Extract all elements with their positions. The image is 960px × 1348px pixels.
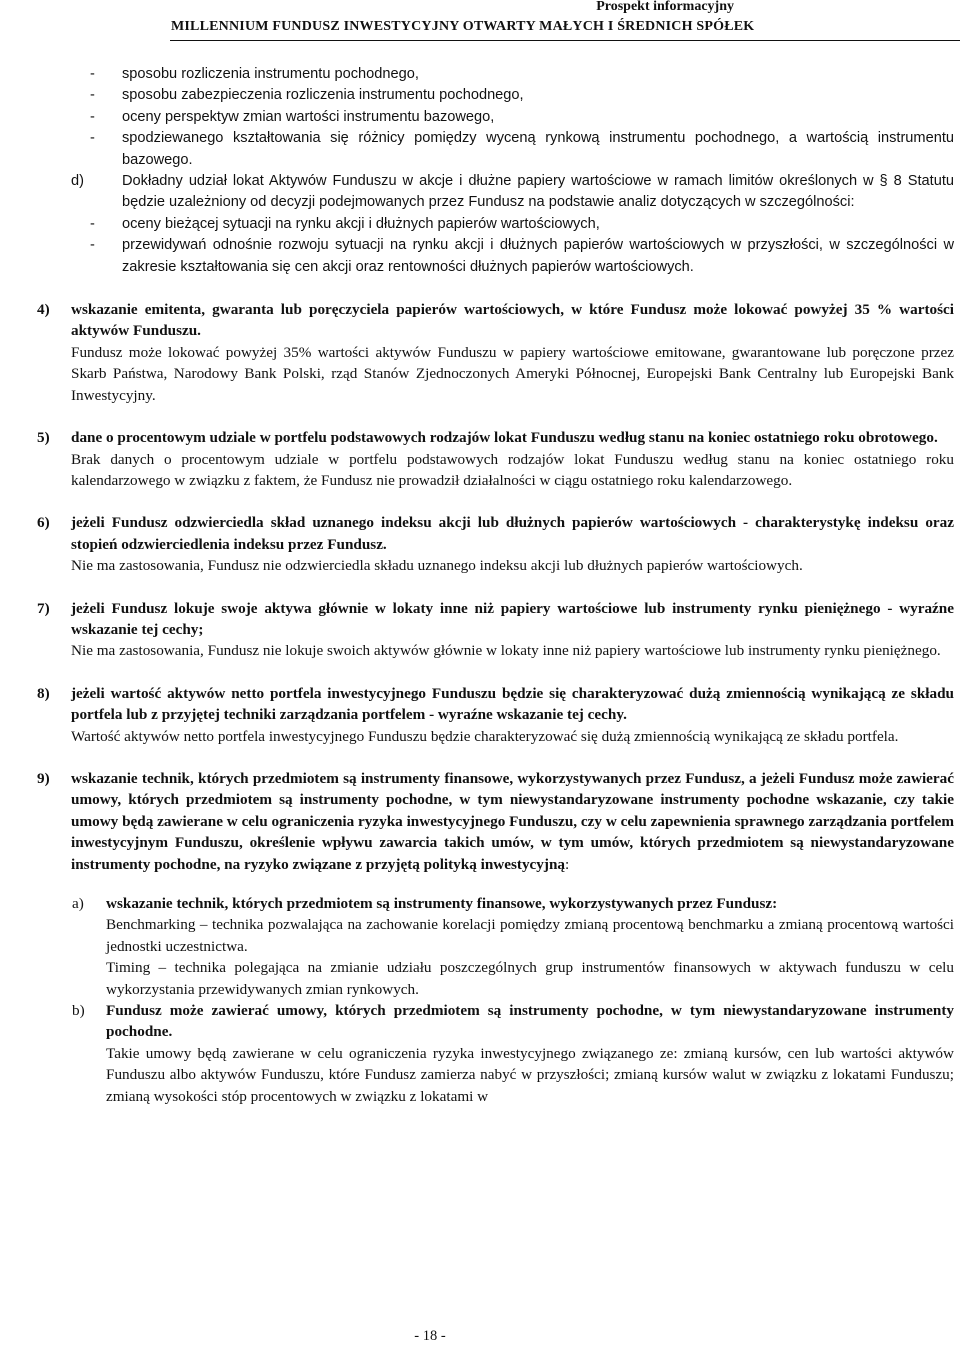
section-title: jeżeli Fundusz odzwierciedla skład uznanego indeksu akcji lub dłużnych papierów wartościowych - charakterystykę indeksu oraz stopień odzwierciedlenia indeksu przez Fundusz. <box>71 514 954 553</box>
list-item: - oceny bieżącej sytuacji na rynku akcji i dłużnych papierów wartościowych, <box>90 215 600 232</box>
item-d-marker: d) <box>71 173 84 190</box>
header-doc-type: Prospekt informacyjny <box>596 0 734 14</box>
page-number: - 18 - <box>414 1328 446 1344</box>
list-item: - sposobu rozliczenia instrumentu pochodnego, <box>90 66 419 82</box>
section-4 <box>37 299 954 406</box>
section-title: wskazanie emitenta, gwaranta lub poręczyciela papierów wartościowych, w które Fundusz może lokować powyżej 35 % wartości aktywów Funduszu. <box>71 301 954 340</box>
list-item: - przewidywań odnośnie rozwoju sytuacji na rynku akcji i dłużnych papierów wartościowych w przyszłości, w szczególności w zakresie kształtowania się cen akcji oraz rentowności dłużnych papierów wartościowych. <box>90 237 954 275</box>
section-6 <box>37 512 954 576</box>
section-number: 8) <box>37 684 50 702</box>
section-title: dane o procentowym udziale w portfelu podstawowych rodzajów lokat Funduszu według stanu na koniec ostatniego roku obrotowego. <box>71 429 938 447</box>
subsection-a-title: a) wskazanie technik, których przedmiotem są instrumenty finansowe, wykorzystywanych przez Fundusz: <box>72 895 778 912</box>
item-d <box>37 171 954 214</box>
section-5 <box>37 427 954 491</box>
page-header <box>0 0 960 42</box>
section-body: Wartość aktywów netto portfela inwestycyjnego Funduszu będzie charakteryzować się dużą zmiennością wynikającą ze składu portfela. <box>71 727 899 745</box>
subsection-b-para: Takie umowy będą zawierane w celu ograniczenia ryzyka inwestycyjnego związanego ze: zmianą kursów, cen lub wartości aktywów Funduszu albo aktywów Funduszu, które Fundusz zamierza nabyć w przyszłości; zmianą kursów walut w związku z lokatami Funduszu; zmianą wysokości stóp procentowych w związku z lokatami w <box>106 1044 954 1105</box>
section-8 <box>37 683 954 747</box>
section-number: 5) <box>37 429 50 447</box>
list-item: - oceny perspektyw zmian wartości instrumentu bazowego, <box>90 108 495 125</box>
page-content <box>37 64 954 1107</box>
section-number: 9) <box>37 769 50 787</box>
section-body: Fundusz może lokować powyżej 35% wartości aktywów Funduszu w papiery wartościowe emitowane, gwarantowane lub poręczone przez Skarb Państwa, Narodowy Bank Polski, rząd Stanów Zjednoczonych Ameryki Północnej, Europejski Bank Centralny lub Europejski Bank Inwestycyjny. <box>71 343 954 404</box>
subsection-a-para: Benchmarking – technika pozwalająca na zachowanie korelacji pomiędzy zmianą procentową benchmarku a zmianą procentową wartości jednostki uczestnictwa. <box>106 916 954 955</box>
section-title: wskazanie technik, których przedmiotem są instrumenty finansowe, wykorzystywanych przez Fundusz, a jeżeli Fundusz może zawierać umowy, których przedmiotem są instrumenty pochodne, w tym niewystandaryzowane instrumenty pochodne wskazanie, czy takie umowy będą zawierane w celu ograniczenia ryzyka inwestycyjnego Funduszu, czy w celu zapewnienia sprawnego zarządzania portfelem inwestycyjnym Funduszu, określenie wpływu zawarcia takich umów, w tym umów, których przedmiotem są niewystandaryzowane instrumenty pochodne, na ryzyko związane z przyjętą polityką inwestycyjną <box>71 769 954 873</box>
list-item: - spodziewanego kształtowania się różnicy pomiędzy wyceną rynkową instrumentu pochodnego, a wartością instrumentu bazowego. <box>90 130 954 168</box>
list-item: - sposobu zabezpieczenia rozliczenia instrumentu pochodnego, <box>90 87 524 104</box>
section-body: Nie ma zastosowania, Fundusz nie lokuje swoich aktywów głównie w lokaty inne niż papiery wartościowe lub instrumenty rynku pieniężnego. <box>71 642 941 660</box>
header-fund-name: MILLENNIUM FUNDUSZ INWESTYCYJNY OTWARTY MAŁYCH I ŚREDNICH SPÓŁEK <box>171 19 755 34</box>
section-7 <box>37 598 954 662</box>
item-d-text: Dokładny udział lokat Aktywów Funduszu w akcje i dłużne papiery wartościowe w ramach limitów określonych w § 8 Statutu będzie uzależniony od decyzji podejmowanych przez Fundusz na podstawie analiz dotyczących w szczególności: <box>122 173 954 211</box>
section-title: jeżeli Fundusz lokuje swoje aktywa głównie w lokaty inne niż papiery wartościowe lub instrumenty rynku pieniężnego - wyraźne wskazanie tej cechy; <box>71 599 954 638</box>
section-body: Brak danych o procentowym udziale w portfelu podstawowych rodzajów lokat Funduszu według stanu na koniec ostatniego roku kalendarzowego w związku z faktem, że Fundusz nie prowadził działalności w ciągu ostatniego roku kalendarzowego. <box>71 450 954 489</box>
section-number: 7) <box>37 599 50 617</box>
section-9: 9) wskazanie technik, których przedmiotem są instrumenty finansowe, wykorzystywanych przez Fundusz, a jeżeli Fundusz może zawierać umowy, których przedmiotem są instrumenty pochodne, w tym niewystandaryzowane instrumenty pochodne wskazanie, czy takie umowy będą zawierane w celu ograniczenia ryzyka inwestycyjnego Funduszu, czy w celu zapewnienia sprawnego zarządzania portfelem inwestycyjnym Funduszu, określenie wpływu zawarcia takich umów, w tym umów, których przedmiotem są niewystandaryzowane instrumenty pochodne, na ryzyko związane z przyjętą polityką inwestycyjną: a) wskazanie technik, których przedmiotem są instrumenty finansowe, wykorzystywanych przez Fundusz: Benchmarking – technika pozwalająca na zachowanie korelacji pomiędzy zmianą procentową benchmarku a zmianą procentową wartości jednostki uczestnictwa. Timing – technika polegająca na zmianie udziału poszczególnych grup instrumentów finansowych w aktywach funduszu w celu wykorzystania przewidywanych zmian rynkowych. b) Fundusz może zawierać umowy, których przedmiotem są instrumenty pochodne, w tym niewystandaryzowane instrumenty pochodne. Takie umowy będą zawierane w celu ograniczenia ryzyka inwestycyjnego związanego ze: zmianą kursów, cen lub wartości aktywów Funduszu albo aktywów Funduszu, które Fundusz zamierza nabyć w przyszłości; zmianą kursów walut w związku z lokatami Funduszu; zmianą wysokości stóp procentowych w związku z lokatami w <box>37 768 954 1107</box>
header-rule <box>170 40 960 41</box>
section-number: 6) <box>37 514 50 532</box>
subsection-a-para: Timing – technika polegająca na zmianie udziału poszczególnych grup instrumentów finansowych w aktywach funduszu w celu wykorzystania przewidywanych zmian rynkowych. <box>106 959 954 998</box>
section-number: 4) <box>37 301 50 319</box>
section-title: jeżeli wartość aktywów netto portfela inwestycyjnego Funduszu będzie się charakteryzować dużą zmiennością wynikającą ze składu portfela lub z przyjętej techniki zarządzania portfelem - wyraźne wskazanie tej cechy. <box>71 684 954 724</box>
subsection-b-title: b) Fundusz może zawierać umowy, których przedmiotem są instrumenty pochodne, w tym niewystandaryzowane instrumenty pochodne. <box>72 1002 954 1041</box>
section-body: Nie ma zastosowania, Fundusz nie odzwierciedla składu uznanego indeksu akcji lub dłużnych papierów wartościowych. <box>71 557 803 575</box>
